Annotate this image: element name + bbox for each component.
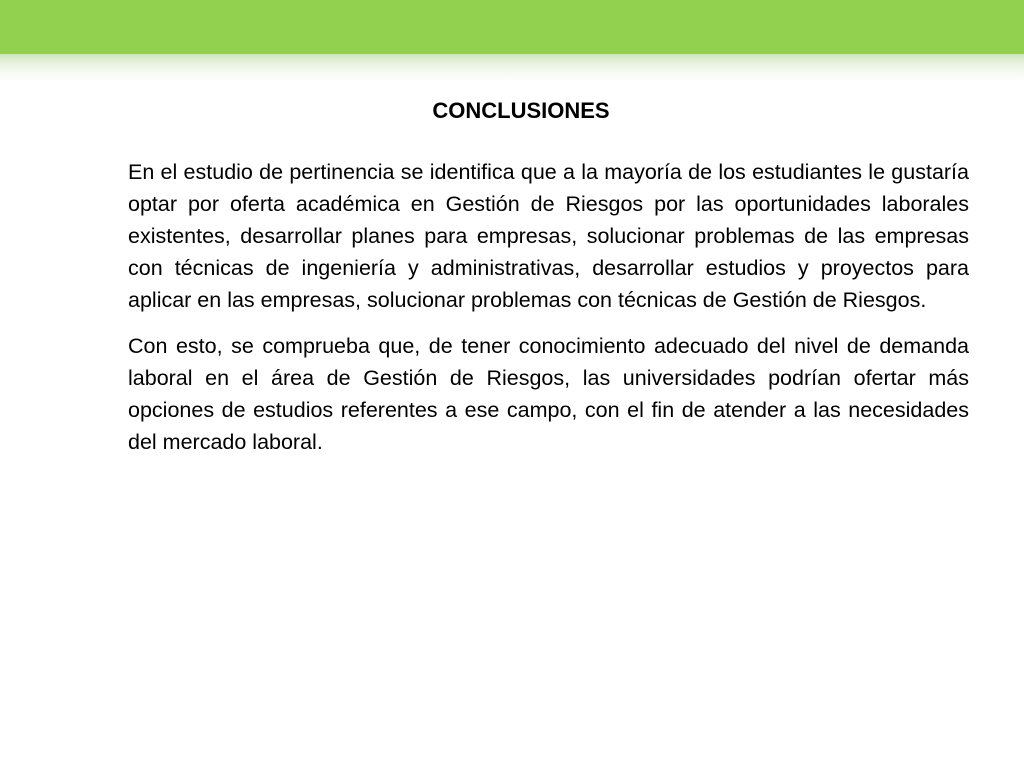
header-gradient-band — [0, 54, 1024, 82]
header-green-bar — [0, 0, 1024, 54]
conclusion-paragraph-2: Con esto, se comprueba que, de tener conocimiento adecuado del nivel de demanda laboral en el área de Gestión de Riesgos, las universidades podrían ofertar más opciones de estudios referentes a ese campo, con el fin de atender a las necesidades del mercado laboral. — [128, 334, 969, 454]
slide-body — [128, 156, 969, 472]
slide-title: CONCLUSIONES — [432, 98, 610, 123]
conclusion-paragraph-1: En el estudio de pertinencia se identifica que a la mayoría de los estudiantes le gustaría optar por oferta académica en Gestión de Riesgos por las oportunidades laborales existentes, desarrollar planes para empresas, solucionar problemas de las empresas con técnicas de ingeniería y administrativas, desarrollar estudios y proyectos para aplicar en las empresas, solucionar problemas con técnicas de Gestión de Riesgos. — [128, 160, 969, 312]
